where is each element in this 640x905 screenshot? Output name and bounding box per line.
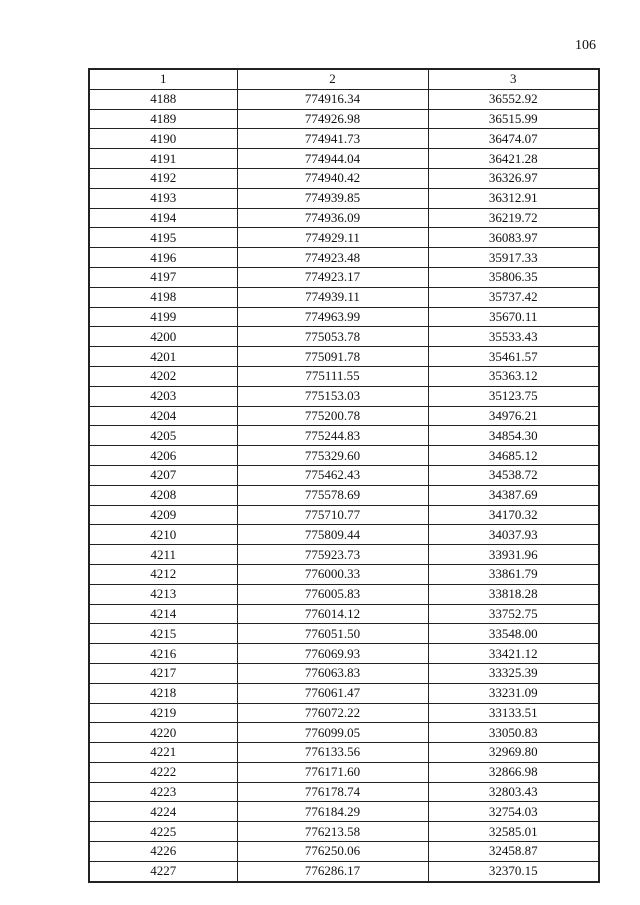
table-cell: 775053.78 [237, 327, 428, 347]
table-row [89, 327, 599, 347]
table-cell: 774940.42 [237, 168, 428, 188]
table-cell: 4226 [89, 842, 237, 862]
table-cell: 4210 [89, 525, 237, 545]
table-cell: 776063.83 [237, 663, 428, 683]
table-cell: 4218 [89, 683, 237, 703]
table-cell: 4223 [89, 782, 237, 802]
table-cell: 4214 [89, 604, 237, 624]
table-cell: 36219.72 [428, 208, 599, 228]
table-row [89, 307, 599, 327]
table-cell: 33133.51 [428, 703, 599, 723]
table-cell: 4211 [89, 545, 237, 565]
table-cell: 4192 [89, 168, 237, 188]
table-cell: 775153.03 [237, 386, 428, 406]
table-cell: 33861.79 [428, 564, 599, 584]
table-cell: 776213.58 [237, 822, 428, 842]
table-cell: 775462.43 [237, 465, 428, 485]
table-cell: 774939.11 [237, 287, 428, 307]
table-cell: 4212 [89, 564, 237, 584]
table-cell: 774929.11 [237, 228, 428, 248]
table-cell: 35533.43 [428, 327, 599, 347]
table-cell: 33231.09 [428, 683, 599, 703]
table-row [89, 129, 599, 149]
table-cell: 4208 [89, 485, 237, 505]
table-cell: 4189 [89, 109, 237, 129]
table-cell: 4224 [89, 802, 237, 822]
table-cell: 4217 [89, 663, 237, 683]
table-row [89, 347, 599, 367]
table-row [89, 861, 599, 881]
table-cell: 36552.92 [428, 89, 599, 109]
table-cell: 33818.28 [428, 584, 599, 604]
table-cell: 35806.35 [428, 267, 599, 287]
table-row [89, 149, 599, 169]
table-row [89, 109, 599, 129]
coordinates-table [88, 68, 600, 883]
table-cell: 33050.83 [428, 723, 599, 743]
table-cell: 775809.44 [237, 525, 428, 545]
table-cell: 36326.97 [428, 168, 599, 188]
table-cell: 35123.75 [428, 386, 599, 406]
table-cell: 4215 [89, 624, 237, 644]
table-cell: 32585.01 [428, 822, 599, 842]
table-cell: 774926.98 [237, 109, 428, 129]
table-cell: 4220 [89, 723, 237, 743]
table-cell: 4205 [89, 426, 237, 446]
table-row [89, 89, 599, 109]
table-cell: 34170.32 [428, 505, 599, 525]
table-cell: 4219 [89, 703, 237, 723]
table-cell: 4194 [89, 208, 237, 228]
table-row [89, 525, 599, 545]
table-cell: 32803.43 [428, 782, 599, 802]
table-cell: 35670.11 [428, 307, 599, 327]
table-cell: 4200 [89, 327, 237, 347]
table-cell: 4188 [89, 89, 237, 109]
column-header-2: 2 [237, 69, 428, 89]
table-row [89, 644, 599, 664]
table-cell: 774944.04 [237, 149, 428, 169]
table-row [89, 663, 599, 683]
table-cell: 4195 [89, 228, 237, 248]
table-cell: 4203 [89, 386, 237, 406]
table-row [89, 267, 599, 287]
table-cell: 4190 [89, 129, 237, 149]
page-number: 106 [575, 38, 596, 53]
table-row [89, 802, 599, 822]
table-row [89, 782, 599, 802]
table-cell: 776061.47 [237, 683, 428, 703]
table-row [89, 386, 599, 406]
table-cell: 774923.17 [237, 267, 428, 287]
table-cell: 774916.34 [237, 89, 428, 109]
table-row [89, 683, 599, 703]
table-cell: 4193 [89, 188, 237, 208]
table-cell: 4216 [89, 644, 237, 664]
table-cell: 34685.12 [428, 446, 599, 466]
table-row [89, 228, 599, 248]
table-cell: 775329.60 [237, 446, 428, 466]
table-cell: 775244.83 [237, 426, 428, 446]
table-cell: 33931.96 [428, 545, 599, 565]
table-cell: 775200.78 [237, 406, 428, 426]
table-cell: 36312.91 [428, 188, 599, 208]
table-cell: 776250.06 [237, 842, 428, 862]
table-row [89, 426, 599, 446]
table-cell: 775091.78 [237, 347, 428, 367]
table-cell: 774963.99 [237, 307, 428, 327]
table-row [89, 545, 599, 565]
table-cell: 776099.05 [237, 723, 428, 743]
table-row [89, 446, 599, 466]
table-row [89, 842, 599, 862]
table-cell: 4213 [89, 584, 237, 604]
table-cell: 32458.87 [428, 842, 599, 862]
table-cell: 4204 [89, 406, 237, 426]
table-cell: 4196 [89, 248, 237, 268]
table-row [89, 485, 599, 505]
column-header-1: 1 [89, 69, 237, 89]
table-cell: 34387.69 [428, 485, 599, 505]
table-row [89, 584, 599, 604]
table-cell: 4199 [89, 307, 237, 327]
table-row [89, 762, 599, 782]
table-cell: 776286.17 [237, 861, 428, 881]
table-body [89, 89, 599, 881]
table-cell: 32866.98 [428, 762, 599, 782]
table-cell: 34976.21 [428, 406, 599, 426]
table-cell: 32754.03 [428, 802, 599, 822]
table-cell: 4202 [89, 366, 237, 386]
table-cell: 4197 [89, 267, 237, 287]
table-cell: 776005.83 [237, 584, 428, 604]
table-cell: 4227 [89, 861, 237, 881]
table-cell: 776184.29 [237, 802, 428, 822]
table-cell: 32969.80 [428, 743, 599, 763]
table-row [89, 624, 599, 644]
table-cell: 776069.93 [237, 644, 428, 664]
table-cell: 4222 [89, 762, 237, 782]
table-cell: 34538.72 [428, 465, 599, 485]
table-cell: 774936.09 [237, 208, 428, 228]
table-row [89, 604, 599, 624]
table-cell: 4198 [89, 287, 237, 307]
table-cell: 32370.15 [428, 861, 599, 881]
table-header-row [89, 69, 599, 89]
table-cell: 776171.60 [237, 762, 428, 782]
table-cell: 776000.33 [237, 564, 428, 584]
table-cell: 4225 [89, 822, 237, 842]
table-row [89, 208, 599, 228]
table-cell: 775923.73 [237, 545, 428, 565]
column-header-3: 3 [428, 69, 599, 89]
table-cell: 776072.22 [237, 703, 428, 723]
table-cell: 775710.77 [237, 505, 428, 525]
table-cell: 4191 [89, 149, 237, 169]
table-row [89, 505, 599, 525]
table-row [89, 366, 599, 386]
table-cell: 776014.12 [237, 604, 428, 624]
table-cell: 4221 [89, 743, 237, 763]
table-cell: 35737.42 [428, 287, 599, 307]
table-cell: 775111.55 [237, 366, 428, 386]
table-cell: 36474.07 [428, 129, 599, 149]
table-cell: 775578.69 [237, 485, 428, 505]
table-row [89, 168, 599, 188]
table-row [89, 188, 599, 208]
table-cell: 4207 [89, 465, 237, 485]
table-row [89, 723, 599, 743]
table-cell: 774923.48 [237, 248, 428, 268]
table-cell: 34854.30 [428, 426, 599, 446]
table-cell: 35917.33 [428, 248, 599, 268]
table-cell: 774941.73 [237, 129, 428, 149]
table-cell: 33325.39 [428, 663, 599, 683]
table-row [89, 822, 599, 842]
table-cell: 4206 [89, 446, 237, 466]
table-row [89, 287, 599, 307]
table-cell: 776133.56 [237, 743, 428, 763]
table-cell: 774939.85 [237, 188, 428, 208]
table-row [89, 743, 599, 763]
table-cell: 4209 [89, 505, 237, 525]
table-cell: 776178.74 [237, 782, 428, 802]
table-cell: 776051.50 [237, 624, 428, 644]
table-cell: 36421.28 [428, 149, 599, 169]
table-cell: 36515.99 [428, 109, 599, 129]
table-row [89, 406, 599, 426]
table-cell: 33752.75 [428, 604, 599, 624]
table-cell: 33548.00 [428, 624, 599, 644]
table-cell: 33421.12 [428, 644, 599, 664]
table-cell: 36083.97 [428, 228, 599, 248]
table-cell: 34037.93 [428, 525, 599, 545]
table-row [89, 564, 599, 584]
table-row [89, 703, 599, 723]
table-cell: 4201 [89, 347, 237, 367]
table-row [89, 465, 599, 485]
table-cell: 35363.12 [428, 366, 599, 386]
table-cell: 35461.57 [428, 347, 599, 367]
table-row [89, 248, 599, 268]
